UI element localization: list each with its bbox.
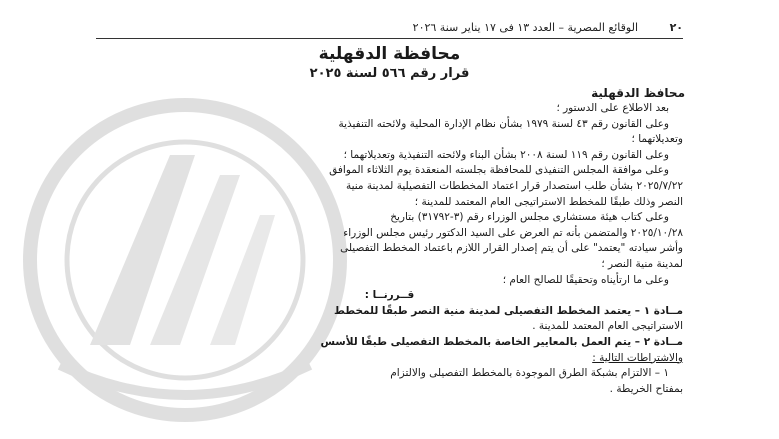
body-line: وأشر سيادته "يعتمد" على أن يتم إصدار القرار اللازم باعتماد المخطط التفصيلى: [340, 242, 683, 255]
body-line: وتعديلاتهما ؛: [631, 133, 683, 146]
body-line: وعلى كتاب هيئة مستشارى مجلس الوزراء رقم (٣-٣١٧٩٢) بتاريخ: [390, 211, 669, 224]
body-line: وعلى القانون رقم ١١٩ لسنة ٢٠٠٨ بشأن البناء ولائحته التنفيذية وتعديلاتهما ؛: [343, 148, 669, 161]
issuer-title: محافظ الدقهلية: [591, 86, 685, 100]
governorate-title: محافظة الدقهلية: [318, 44, 461, 64]
body-line: ٢٠٢٥/٧/٢٢ بشأن طلب استصدار قرار اعتماد المخططات التفصيلية لمدينة منية: [345, 179, 683, 192]
body-line: ٢٠٢٥/١٠/٢٨ والمتضمن بأنه تم العرض على السيد الدكتور رئيس مجلس الوزراء: [343, 226, 683, 239]
body-line: ١ – الالتزام بشبكة الطرق الموجودة بالمخطط التفصيلى والالتزام: [390, 367, 669, 380]
body-line: وعلى القانون رقم ٤٣ لسنة ١٩٧٩ بشأن نظام الإدارة المحلية ولائحته التنفيذية: [338, 117, 669, 130]
body-line: وعلى موافقة المجلس التنفيذى للمحافظة بجلسته المنعقدة يوم الثلاثاء الموافق: [329, 164, 669, 177]
page-header: [96, 18, 683, 39]
decree-body: [96, 101, 683, 397]
body-line: بعد الاطلاع على الدستور ؛: [556, 102, 669, 114]
body-line: النصر وذلك طبقًا للمخطط الاستراتيجى العام المعتمد للمدينة ؛: [414, 195, 683, 208]
body-line: وعلى ما ارتأيناه وتحقيقًا للصالح العام ؛: [502, 273, 669, 286]
body-line: لمدينة منية النصر ؛: [601, 257, 683, 270]
decree-title: قرار رقم ٥٦٦ لسنة ٢٠٢٥: [309, 66, 470, 81]
body-line: والاشتراطات التالية :: [592, 351, 683, 364]
article-1: مــادة ١ – يعتمد المخطط التفصيلى لمدينة منية النصر طبقًا للمخطط: [333, 304, 683, 317]
publication-info: الوقائع المصرية – العدد ١٣ فى ١٧ يناير سنة ٢٠٢٦: [412, 21, 638, 34]
article-2: مــادة ٢ – يتم العمل بالمعايير الخاصة بالمخطط التفصيلى طبقًا للأسس: [320, 335, 683, 348]
decision-heading: قــررنــا :: [364, 289, 415, 302]
body-line: الاستراتيجى العام المعتمد للمدينة .: [532, 320, 683, 333]
page-number: ٢٠: [669, 21, 683, 34]
body-line: بمفتاح الخريطة .: [609, 382, 683, 395]
